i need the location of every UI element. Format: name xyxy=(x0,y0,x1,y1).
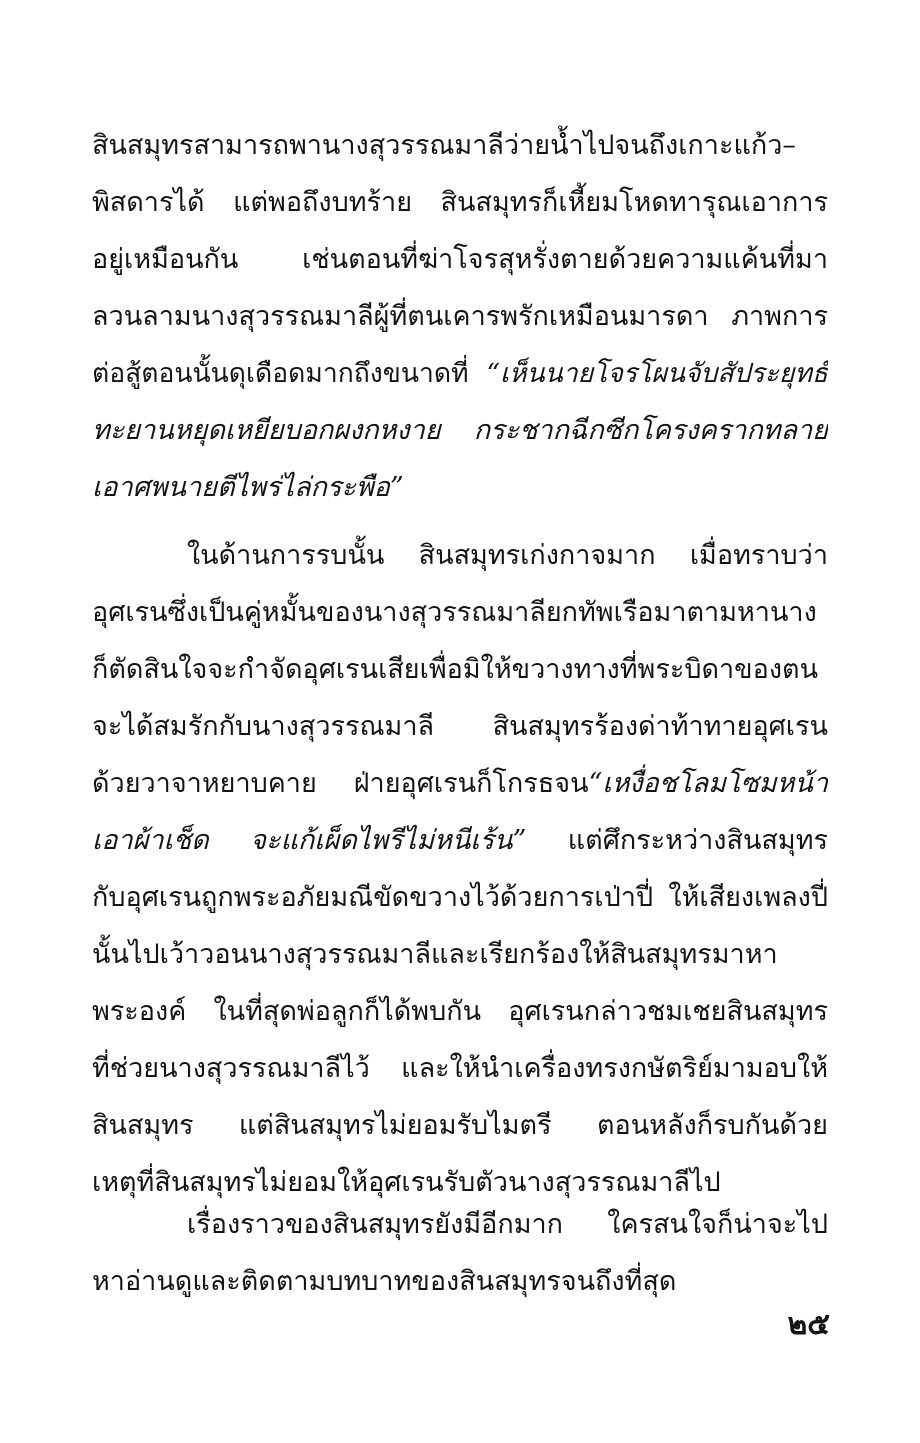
italic-quote: เอาผ้าเช็ด จะแก้เผ็ดไพรีไม่หนีเร้น” xyxy=(92,825,527,856)
text-line: ในด้านการรบนั้น สินสมุทรเก่งกาจมาก เมื่อทราบว่า xyxy=(187,540,828,571)
text-line xyxy=(92,402,828,459)
italic-quote: “เหงื่อชโลมโซมหน้า xyxy=(588,768,828,799)
text-line: จะได้สมรักกับนางสุวรรณมาลี สินสมุทรร้องด่าท้าทายอุศเรน xyxy=(92,711,828,742)
text-line: ลวนลามนางสุวรรณมาลีผู้ที่ตนเคารพรักเหมือนมารดา ภาพการ xyxy=(92,301,828,332)
italic-quote: ทะยานหยุดเหยียบอกผงกหงาย กระชากฉีกซีกโครงครากทลาย xyxy=(92,415,828,446)
text-line xyxy=(92,812,828,869)
text-line: พระองค์ ในที่สุดพ่อลูกก็ได้พบกัน อุศเรนกล่าวชมเชยสินสมุทร xyxy=(92,996,828,1027)
italic-quote: เอาศพนายตีไพร่ไล่กระพือ” xyxy=(92,472,404,503)
text-line: สินสมุทรสามารถพานางสุวรรณมาลีว่ายน้ำไปจนถึงเกาะแก้ว– xyxy=(92,130,796,161)
text-line xyxy=(92,755,828,812)
text-run: ด้วยวาจาหยาบคาย ฝ่ายอุศเรนก็โกรธจน xyxy=(92,768,589,799)
text-line xyxy=(92,345,828,402)
text-line: อุศเรนซึ่งเป็นคู่หมั้นของนางสุวรรณมาลียกทัพเรือมาตามหานาง xyxy=(92,597,817,628)
text-line: สินสมุทร แต่สินสมุทรไม่ยอมรับไมตรี ตอนหลังก็รบกันด้วย xyxy=(92,1110,828,1141)
text-line: ก็ตัดสินใจจะกำจัดอุศเรนเสียเพื่อมิให้ขวางทางที่พระบิดาของตน xyxy=(92,654,819,685)
text-line: เรื่องราวของสินสมุทรยังมีอีกมาก ใครสนใจก็น่าจะไป xyxy=(187,1209,828,1240)
paragraph-3 xyxy=(92,1196,828,1310)
text-line: นั้นไปเว้าวอนนางสุวรรณมาลีและเรียกร้องให้สินสมุทรมาหา xyxy=(92,939,778,970)
text-line: ที่ช่วยนางสุวรรณมาลีไว้ และให้นำเครื่องทรงกษัตริย์มามอบให้ xyxy=(92,1053,828,1084)
text-run: ต่อสู้ตอนนั้นดุเดือดมากถึงขนาดที่ xyxy=(92,358,487,389)
paragraph-1 xyxy=(92,117,828,516)
text-line: อยู่เหมือนกัน เช่นตอนที่ฆ่าโจรสุหรั่งตายด้วยความแค้นที่มา xyxy=(92,244,828,275)
page-number: ๒๕ xyxy=(787,1307,830,1342)
text-line: กับอุศเรนถูกพระอภัยมณีขัดขวางไว้ด้วยการเป่าปี่ ให้เสียงเพลงปี่ xyxy=(92,882,828,913)
text-line: หาอ่านดูและติดตามบทบาทของสินสมุทรจนถึงที่สุด xyxy=(92,1266,677,1297)
text-run: แต่ศึกระหว่างสินสมุทร xyxy=(526,825,828,856)
paragraph-2 xyxy=(92,527,828,1211)
italic-quote: “เห็นนายโจรโผนจับสัประยุทธ์ xyxy=(486,358,828,389)
text-line: พิสดารได้ แต่พอถึงบทร้าย สินสมุทรก็เหี้ยมโหดทารุณเอาการ xyxy=(92,187,828,218)
text-line: เหตุที่สินสมุทรไม่ยอมให้อุศเรนรับตัวนางสุวรรณมาลีไป xyxy=(92,1167,721,1198)
text-line xyxy=(92,459,828,516)
